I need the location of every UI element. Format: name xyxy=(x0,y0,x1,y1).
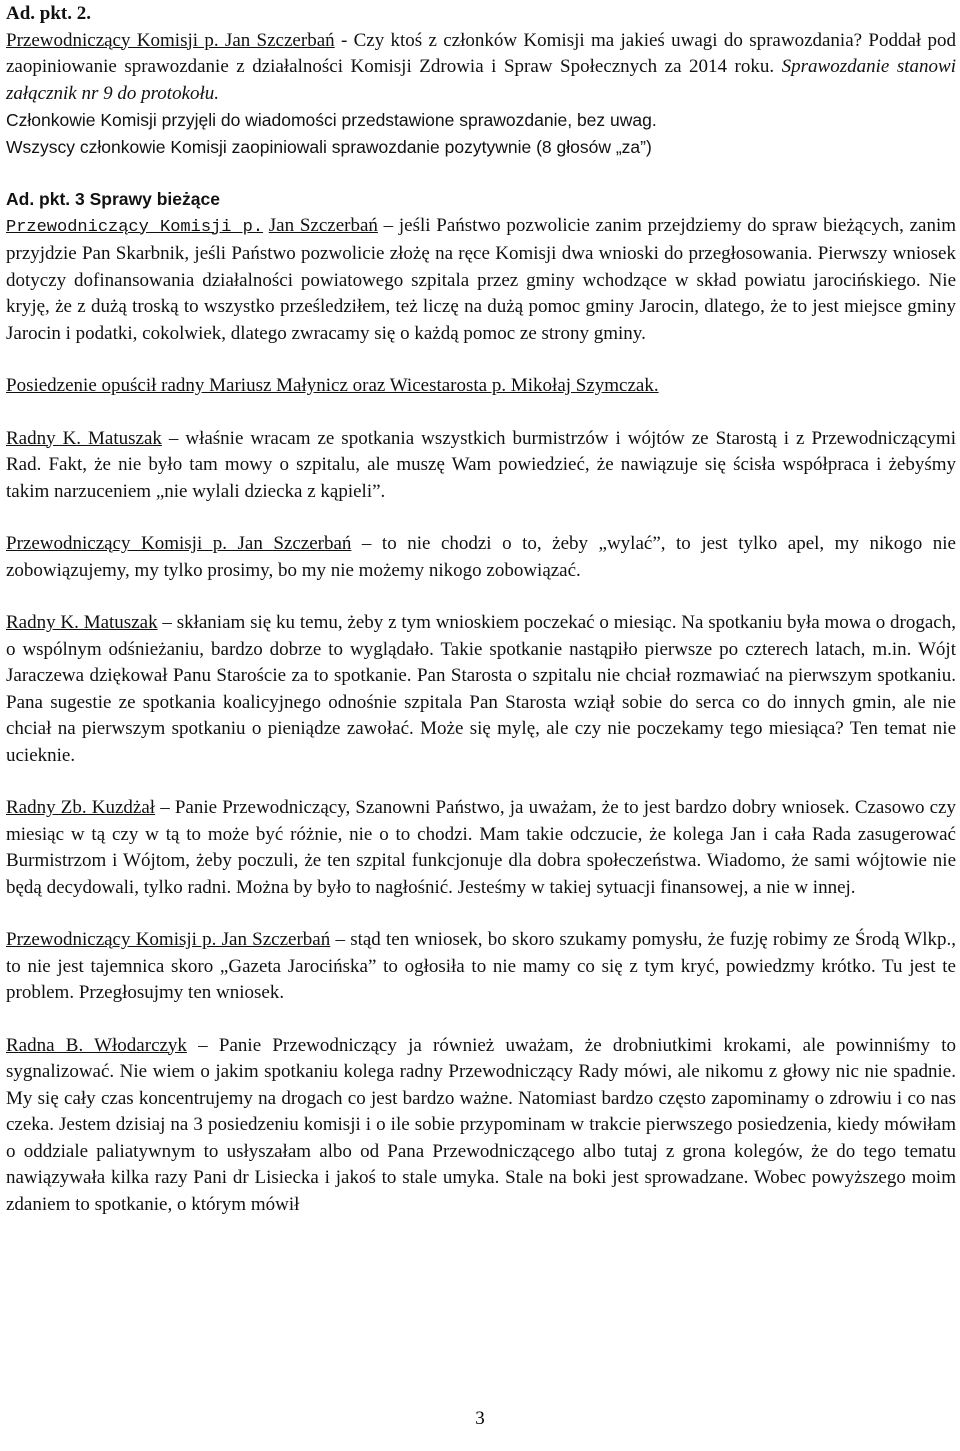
paragraph-ad2 xyxy=(6,28,956,108)
speaker-label: Radna B. Włodarczyk xyxy=(6,1034,187,1056)
statement-text: – stąd ten wniosek, bo skoro szukamy pomysłu, że fuzję robimy ze Środą Wlkp., to nie jest tajemnica skoro „Gazeta Jarocińska” to ogłosiła to nie mamy co się z tym kryć, powiedzmy krótko. Tu jest te problem. Przegłosujmy ten wniosek. xyxy=(6,929,956,1003)
statement-text: – to nie chodzi o to, żeby „wylać”, to jest tylko apel, my nikogo nie zobowiązujemy, my tylko prosimy, bo my nie możemy nikogo zobowiązać. xyxy=(6,533,956,581)
paragraph-ad3 xyxy=(6,213,956,348)
statement-vote: Wszyscy członkowie Komisji zaopiniowali sprawozdanie pozytywnie (8 głosów „za”) xyxy=(6,136,652,157)
departure-note: Posiedzenie opuścił radny Mariusz Małynicz oraz Wicestarosta p. Mikołaj Szymczak. xyxy=(6,375,659,396)
statement-text: – właśnie wracam ze spotkania wszystkich burmistrzów i wójtów ze Starostą i z Przewodniczącymi Rad. Fakt, że nie było tam mowy o szpitalu, ale muszę Wam powiedzieć, że nawiązuje się ścisła współpraca i żebyśmy takim narzuceniem „nie wylali dziecka z kąpieli”. xyxy=(6,427,956,502)
statement-text: – Panie Przewodniczący, Szanowni Państwo, ja uważam, że to jest bardzo dobry wniosek. Czasowo czy miesiąc w tą czy w tą to może być różnie, nie o to chodzi. Mam takie odczucie, że kolega Jan i cała Rada zasugerować Burmistrzom i Wójtom, żeby poczuli, że ten szpital funkcjonuje dla dobra społeczeństwa. Wiadomo, że sami wójtowie nie będą decydowali, tylko radni. Można by było to nagłośnić. Jesteśmy w takiej sytuacji finansowej, a nie w innej. xyxy=(6,797,956,898)
statement-paragraph xyxy=(6,795,956,901)
page-number: 3 xyxy=(475,1408,485,1429)
speaker-label: Radny K. Matuszak xyxy=(6,612,158,633)
speaker-label: Przewodniczący Komisji p. Jan Szczerbań xyxy=(6,533,352,554)
section-heading-ad3: Ad. pkt. 3 Sprawy bieżące xyxy=(6,189,220,209)
statement-paragraph xyxy=(6,927,956,1007)
speaker-label: Przewodniczący Komisji p. Jan Szczerbań xyxy=(6,929,331,950)
paragraph-text: – jeśli Państwo pozwolicie zanim przejdziemy do spraw bieżących, zanim przyjdzie Pan Skarbnik, jeśli Państwo pozwolicie złożę na ręce Komisji dwa wnioski do przegłosowania. Pierwszy wniosek dotyczy dofinansowania działalności powiatowego szpitala przez gminy wchodzące w skład powiatu jarocińskiego. Nie kryję, że z dużą troską to wszystko prześledziłem, też liczę na dużą pomoc gminy Jarocin, dlatego, że to jest miejsce gminy Jarocin i podatki, cokolwiek, dlatego zwracamy się o każdą pomoc ze strony gminy. xyxy=(6,214,957,344)
statement-paragraph xyxy=(6,531,956,584)
speaker-label: Przewodniczący Komisji p. xyxy=(6,217,264,237)
statement-text: – skłaniam się ku temu, żeby z tym wnioskiem poczekać o miesiąc. Na spotkaniu była mowa o drogach, o wspólnym odśnieżaniu, bardzo dobrze to wyglądało. Takie spotkanie nastąpiło pierwsze po czterech latach, m.in. Wójt Jaraczewa dziękował Panu Staroście za to spotkanie. Pan Starosta o szpitalu nie chciał rozmawiać na pierwszym spotkaniu. Pana sugestie ze spotkania koalicyjnego odnośnie szpitala Pan Starosta wziął sobie do serca co do innych gmin, ale nie chciał na pierwszym spotkaniu o pieniądze zawołać. Może się mylę, ale czy nie poczekamy tego miesiąca? Ten temat nie ucieknie. xyxy=(6,612,956,766)
statement-paragraph xyxy=(6,610,956,769)
statement-paragraph xyxy=(6,1033,956,1219)
statement-paragraph xyxy=(6,426,956,506)
statement-text: – Panie Przewodniczący ja również uważam, że drobniutkimi krokami, ale powinniśmy to sygnalizować. Nie wiem o jakim spotkaniu kolega radny Przewodniczący Rady mówi, ale nikomu z głowy nic nie spadnie. My się cały czas koncentrujemy na drogach co jest bardzo ważne. Natomiast bardzo często zapominamy o zdrowiu i co nas czeka. Jestem dzisiaj na 3 posiedzeniu komisji i o ile sobie przypominam w trakcie pierwszego posiedzenia, kiedy mówiłam o oddziale paliatywnym to usłyszałam albo od Pana Przewodniczącego albo tutaj z grona kolegów, że do tego tematu nawiązywała kilka razy Pani dr Lisiecka i jakoś to stale umyka. Stale na boki jest sprowadzane. Wobec powyższego moim zdaniem to spotkanie, o którym mówił xyxy=(6,1034,956,1215)
statement-accepted: Członkowie Komisji przyjęli do wiadomości przedstawione sprawozdanie, bez uwag. xyxy=(6,110,657,130)
italic-note: Sprawozdanie stanowi załącznik nr 9 do protokołu. xyxy=(6,56,956,104)
speaker-name: Jan Szczerbań xyxy=(268,214,378,236)
section-heading-text: Ad. pkt. 2. xyxy=(6,3,91,24)
section-heading-ad2 xyxy=(6,1,956,28)
paragraph-text: - Czy ktoś z członków Komisji ma jakieś uwagi do sprawozdania? Poddał pod zaopiniowanie sprawozdanie z działalności Komisji Zdrowia i Spraw Społecznych za 2014 roku. xyxy=(6,29,956,77)
speaker-label: Radny Zb. Kuzdżał xyxy=(6,797,156,818)
speaker-label: Przewodniczący Komisji p. Jan Szczerbań xyxy=(6,29,335,51)
speaker-label: Radny K. Matuszak xyxy=(6,427,162,449)
